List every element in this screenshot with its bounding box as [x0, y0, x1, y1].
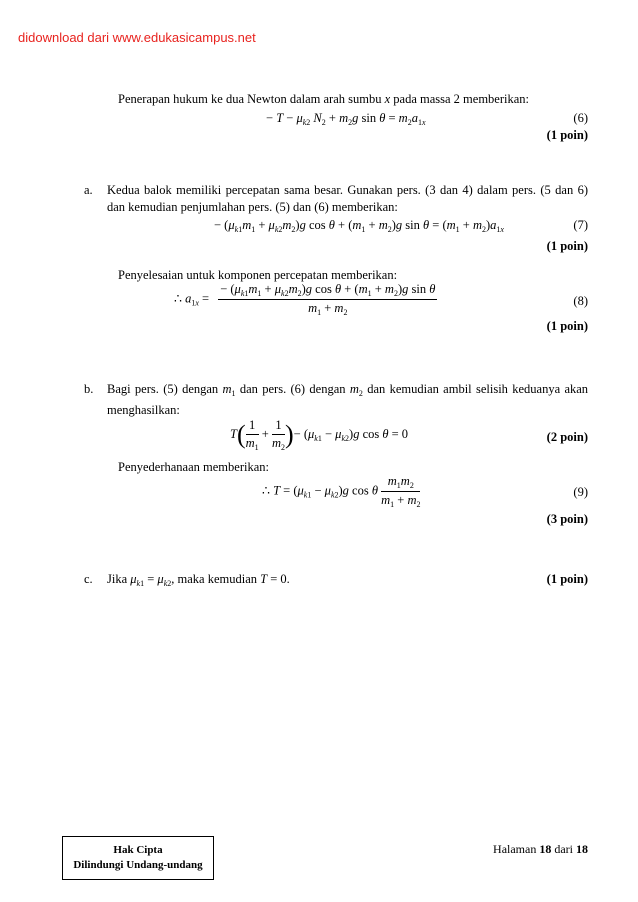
- part-b-text: Bagi pers. (5) dengan $m_1$ dan pers. (6) dengan $m_2$ dan kemudian ambil selisih keduanya akan menghasilkan:: [107, 382, 589, 417]
- copyright-line1: Hak Cipta: [113, 844, 163, 856]
- copyright-line2: Dilindungi Undang-undang: [73, 859, 203, 871]
- eq8-number: (8): [573, 294, 588, 308]
- part-b-label: b.: [84, 382, 94, 396]
- copyright-box: [62, 836, 214, 880]
- equation-b: T( $\frac{1}{m_1}$ + $\frac{1}{m_2}$ )− $(\mu_{k1} - \mu_{k2})g$ cos θ = 0: [230, 418, 409, 452]
- intro-text: Penerapan hukum ke dua Newton dalam arah sumbu x pada massa 2 memberikan:: [118, 92, 529, 106]
- part-c-text: Jika $\mu_{k1} = \mu_{k2}$, maka kemudian T = 0.: [107, 572, 290, 588]
- eq-b-points: (2 poin): [546, 430, 588, 444]
- eq7-number: (7): [573, 218, 588, 232]
- equation-8: ∴ $a_{1x}$ = $\frac{- (\mu_{k1}m_1 + \mu_{k2}m_2)g \cos \theta + (m_1 + m_2)g \sin \theta}{m_1 + m_2}$: [174, 282, 436, 317]
- part-b-text2: Penyederhanaan memberikan:: [118, 460, 269, 474]
- part-a-text: Kedua balok memiliki percepatan sama besar. Gunakan pers. (3 dan 4) dalam pers. (5 dan 6) dan kemudian penjumlahan pers. (5) dan (6) memberikan:: [107, 183, 588, 214]
- equation-7: − $(\mu_{k1}m_1 + \mu_{k2}m_2)g$ $\cos \theta + (m_1 + m_2)g$ $\sin \theta = (m_1 + m_2)a_{1x}$: [214, 218, 504, 234]
- eq7-points: (1 poin): [546, 239, 588, 253]
- part-a-text2: Penyelesaian untuk komponen percepatan memberikan:: [118, 268, 398, 282]
- eq9-number: (9): [573, 485, 588, 499]
- equation-6: − $T - \mu_{k2}$ $N_2 + m_2g$ $\sin \theta = m_2a_{1x}$: [266, 111, 426, 127]
- watermark-link[interactable]: didownload dari www.edukasicampus.net: [18, 30, 256, 45]
- part-a-paragraph: [84, 182, 588, 216]
- equation-9: ∴ $T = (\mu_{k1} - \mu_{k2})g$ cos θ $\frac{m_1m_2}{m_1 + m_2}$: [262, 474, 421, 509]
- part-c-label: c.: [84, 572, 93, 586]
- part-c-points: (1 poin): [546, 572, 588, 586]
- eq9-points: (3 poin): [546, 512, 588, 526]
- eq6-number: (6): [573, 111, 588, 125]
- eq6-points: (1 poin): [546, 128, 588, 142]
- page-number: Halaman 18 dari 18: [493, 842, 588, 856]
- part-b-paragraph: [84, 381, 588, 419]
- part-a-label: a.: [84, 183, 93, 197]
- eq8-points: (1 poin): [546, 319, 588, 333]
